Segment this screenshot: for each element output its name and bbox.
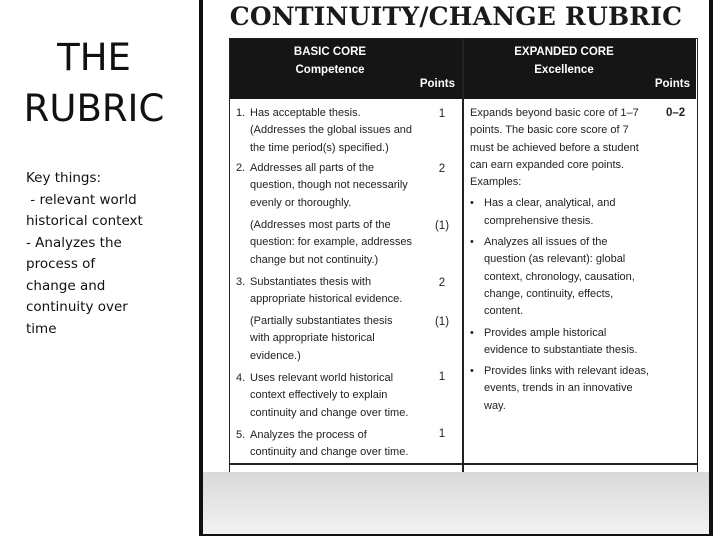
criterion-5-points: 1 — [438, 428, 446, 440]
criterion-1-points: 1 — [438, 108, 446, 120]
criterion-text: (Addresses most parts of the — [250, 219, 391, 231]
basic-core-subtitle: Competence — [295, 64, 365, 76]
criterion-text: Uses relevant world historical — [250, 372, 394, 384]
criterion-text: the time period(s) specified.) — [250, 141, 389, 154]
criterion-5 — [236, 427, 416, 462]
notes-line: time — [26, 320, 57, 337]
rubric-table — [229, 38, 698, 512]
expanded-bullet-text: Has a clear, analytical, and — [484, 197, 616, 210]
expanded-bullet-text: events, trends in an innovative — [484, 382, 633, 395]
rubric-title: CONTINUITY/CHANGE RUBRIC — [229, 2, 683, 31]
expanded-core-subtitle: Excellence — [534, 64, 594, 76]
criterion-text: change but not continuity.) — [250, 253, 379, 266]
criterion-text: question: for example, addresses — [250, 236, 413, 249]
expanded-points-value: 0–2 — [666, 107, 686, 119]
expanded-bullet-text: way. — [484, 399, 506, 412]
expanded-bullet-text: evidence to substantiate thesis. — [484, 343, 638, 356]
expanded-core-heading — [464, 43, 664, 79]
basic-core-heading — [230, 43, 430, 79]
criterion-text: evenly or thoroughly. — [250, 196, 352, 209]
key-things-notes — [26, 168, 176, 340]
criterion-text: with appropriate historical — [250, 332, 375, 345]
expanded-core-title: EXPANDED CORE — [514, 46, 614, 58]
slide-title — [14, 32, 174, 134]
notes-line: - Analyzes the — [26, 234, 122, 251]
criterion-3-partial-points: (1) — [434, 316, 450, 328]
criterion-2-partial-points: (1) — [434, 220, 450, 232]
subtotal-divider — [230, 463, 697, 465]
criterion-text: Substantiates thesis with — [250, 276, 372, 288]
rubric-bottom-shade — [203, 472, 709, 534]
criterion-text: Analyzes the process of — [250, 429, 367, 441]
criterion-4 — [236, 370, 416, 422]
criterion-text: evidence.) — [250, 349, 301, 362]
criterion-number: 5. — [236, 429, 246, 441]
criterion-3 — [236, 274, 416, 309]
expanded-text: points. The basic core score of 7 — [470, 124, 629, 137]
column-divider — [462, 39, 464, 511]
criterion-text: (Addresses the global issues and — [250, 124, 413, 137]
expanded-bullet-text: comprehensive thesis. — [484, 214, 594, 227]
criterion-2-partial — [236, 217, 416, 269]
expanded-bullet-text: Provides links with relevant ideas, — [484, 365, 650, 378]
notes-line: process of — [26, 256, 96, 272]
notes-line: - relevant world — [26, 191, 137, 208]
criterion-number: 4. — [236, 372, 246, 384]
criterion-text: Addresses all parts of the — [250, 162, 375, 174]
criterion-1 — [236, 105, 416, 157]
expanded-bullet-text: Provides ample historical — [484, 326, 607, 339]
basic-core-header — [230, 39, 462, 99]
criterion-3-points: 2 — [438, 277, 446, 289]
criterion-text: (Partially substantiates thesis — [250, 315, 393, 327]
notes-line: historical context — [26, 213, 143, 229]
criterion-3-partial — [236, 313, 416, 365]
bullet-icon: • — [470, 365, 474, 378]
criterion-number: 1. — [236, 107, 246, 119]
rubric-image — [199, 0, 713, 536]
basic-core-title: BASIC CORE — [293, 46, 367, 58]
expanded-bullet-text: Analyzes all issues of the — [484, 236, 608, 249]
expanded-core-header — [464, 39, 696, 99]
criterion-text: Has acceptable thesis. — [250, 107, 361, 119]
notes-line: continuity over — [26, 299, 128, 315]
expanded-bullet-text: change, continuity, effects, — [484, 287, 614, 300]
criterion-number: 3. — [236, 276, 246, 288]
basic-points-header: Points — [419, 78, 455, 90]
criterion-text: question, though not necessarily — [250, 179, 408, 192]
expanded-text: Expands beyond basic core of 1–7 — [470, 107, 639, 119]
bullet-icon: • — [470, 236, 474, 249]
expanded-points-header: Points — [654, 78, 690, 90]
criterion-number: 2. — [236, 162, 246, 174]
slide-title-line: THE — [57, 36, 131, 79]
expanded-text: must be achieved before a student — [470, 141, 639, 154]
criterion-2-points: 2 — [438, 163, 446, 175]
bullet-icon: • — [470, 326, 474, 339]
expanded-bullet-text: content. — [484, 305, 524, 318]
criterion-text: continuity and change over time. — [250, 406, 409, 419]
expanded-bullet-text: question (as relevant): global — [484, 253, 626, 266]
criterion-text: continuity and change over time. — [250, 446, 409, 459]
examples-label: Examples: — [470, 176, 522, 189]
bullet-icon: • — [470, 197, 474, 210]
expanded-bullet-text: context, chronology, causation, — [484, 270, 635, 283]
notes-line: Key things: — [26, 170, 102, 186]
expanded-core-description — [470, 105, 650, 415]
slide-title-line: RUBRIC — [23, 87, 165, 130]
expanded-text: can earn expanded core points. — [470, 158, 625, 171]
criterion-text: appropriate historical evidence. — [250, 293, 403, 306]
criterion-text: context effectively to explain — [250, 389, 388, 402]
criterion-2 — [236, 160, 416, 212]
criterion-4-points: 1 — [438, 371, 446, 383]
notes-line: change and — [26, 277, 106, 294]
